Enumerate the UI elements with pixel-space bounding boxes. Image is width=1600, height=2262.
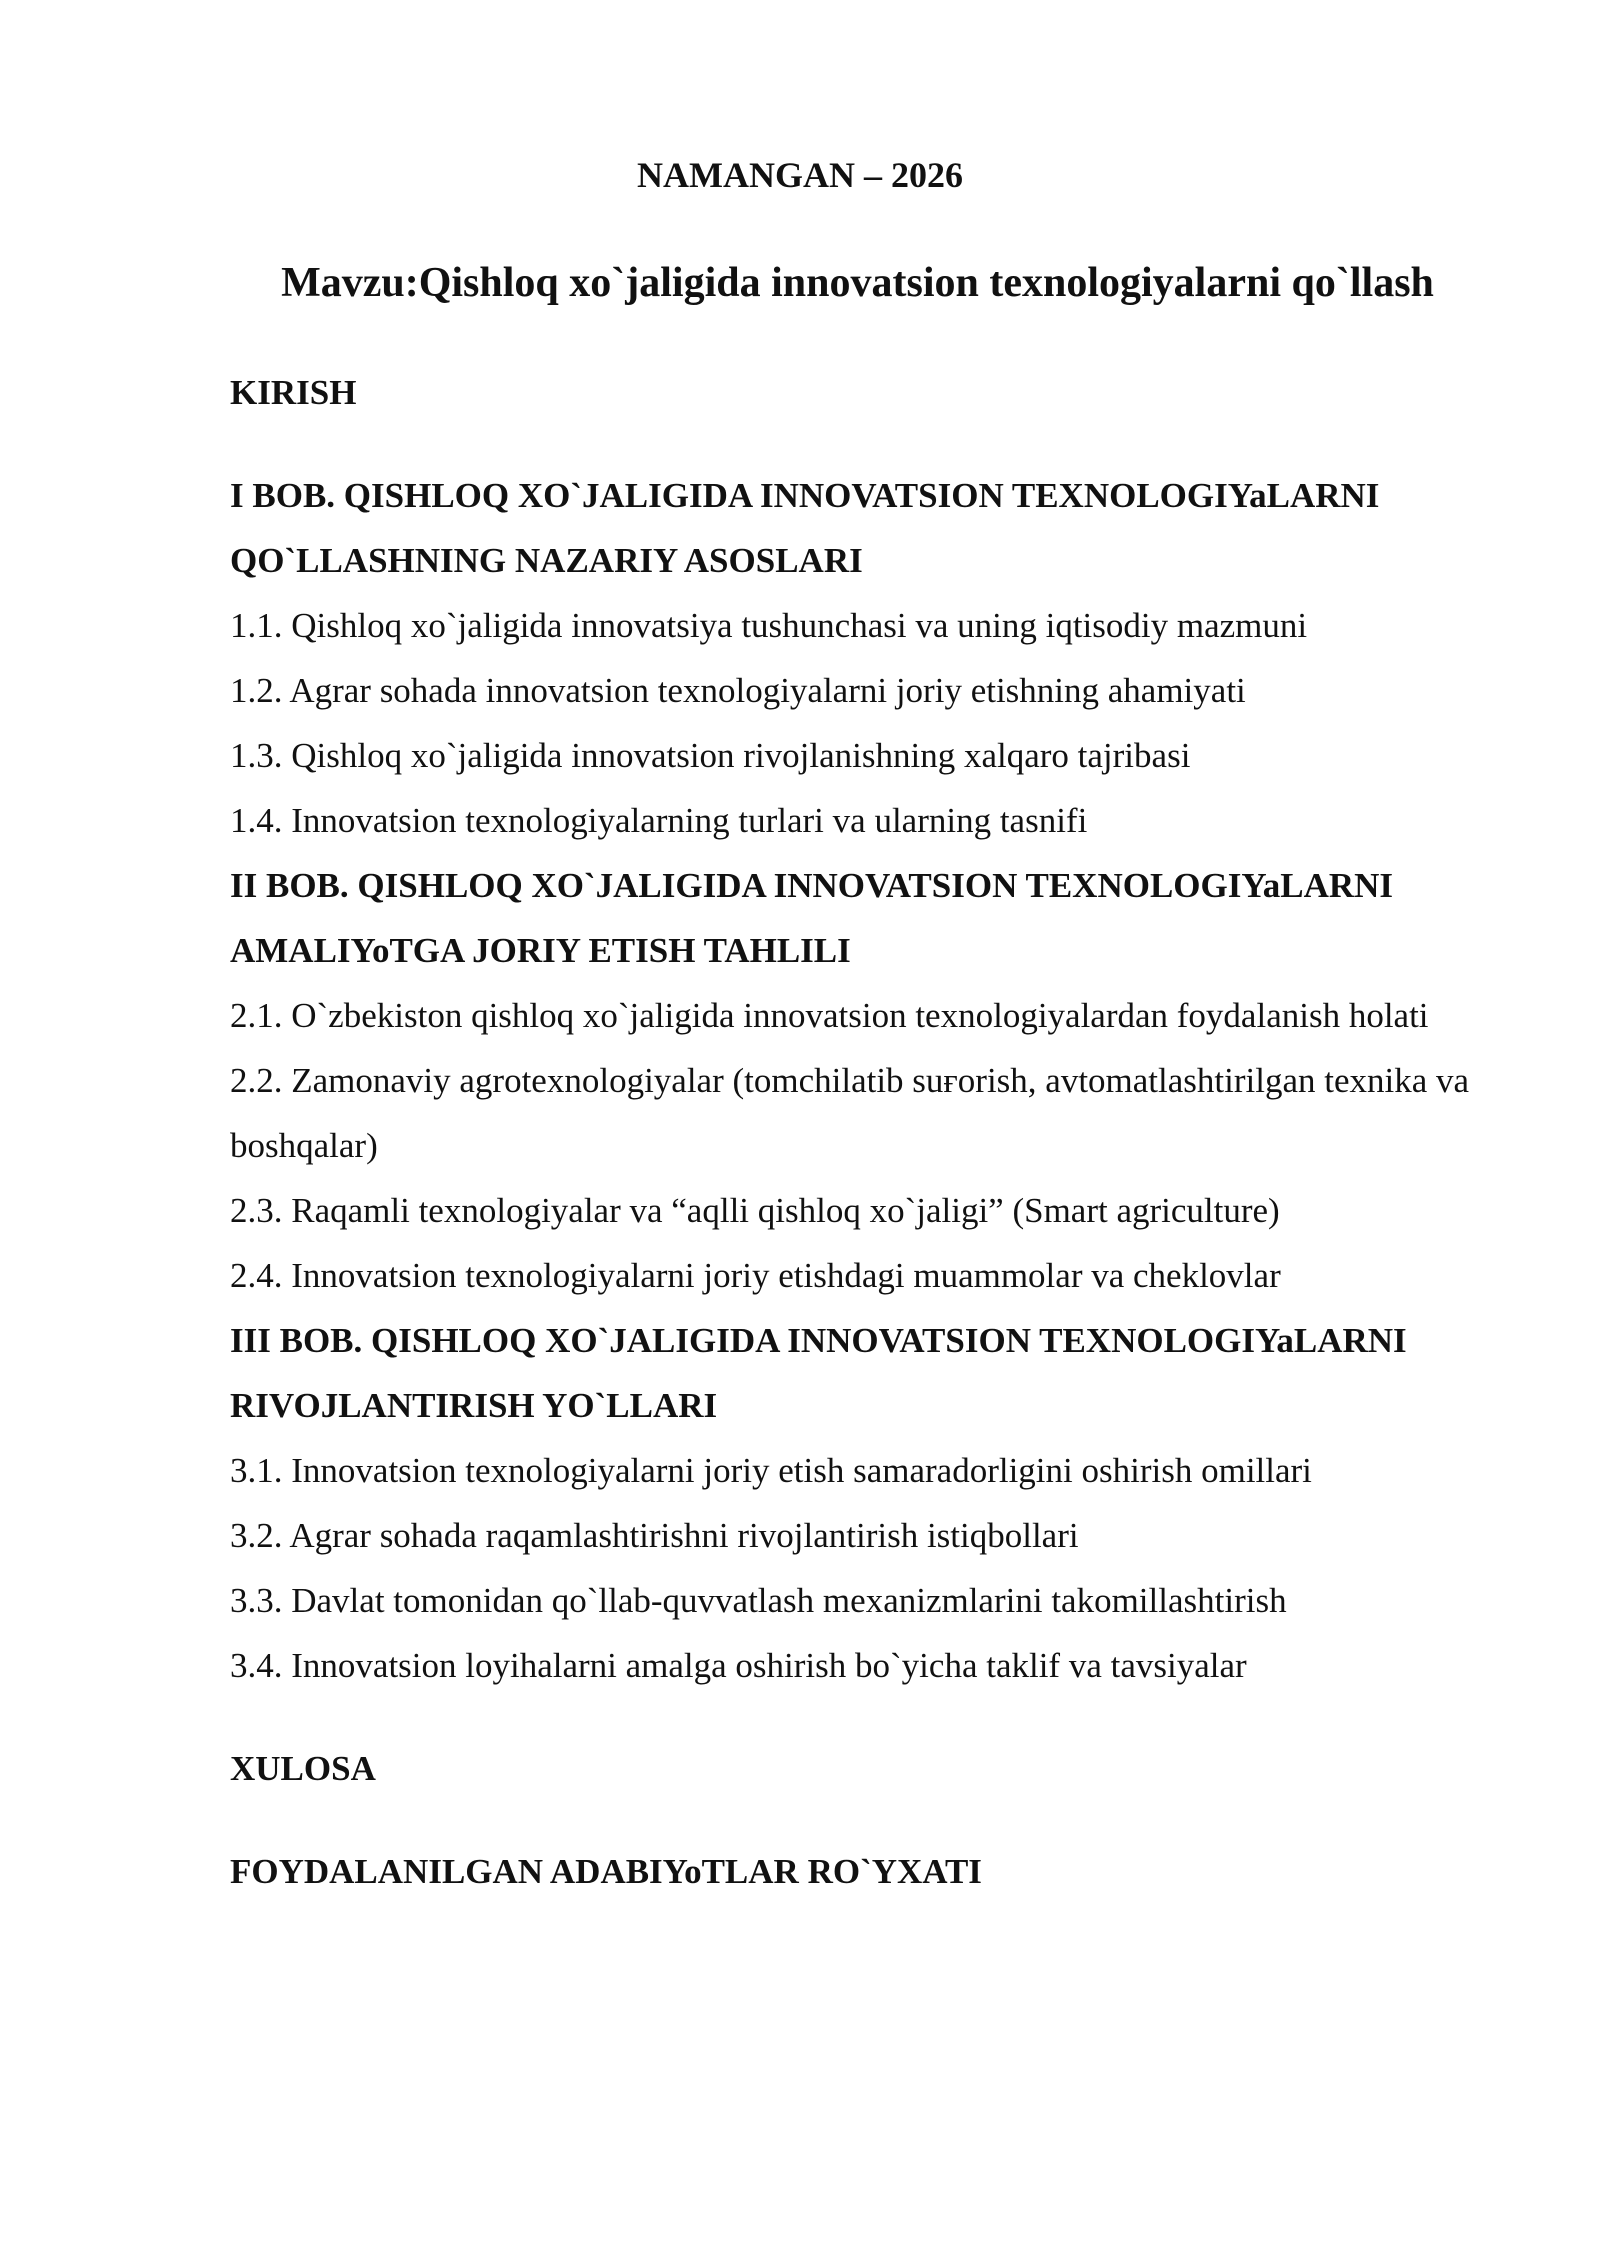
- toc-item: 3.1. Innovatsion texnologiyalarni joriy etish samaradorligini oshirish omillari: [230, 1451, 1312, 1490]
- toc-item: 3.3. Davlat tomonidan qo`llab-quvvatlash mexanizmlarini takomillashtirish: [230, 1581, 1287, 1620]
- toc-item: 3.2. Agrar sohada raqamlashtirishni rivojlantirish istiqbollari: [230, 1516, 1079, 1555]
- toc-item: 2.3. Raqamli texnologiyalar va “aqlli qishloq xo`jaligi” (Smart agriculture): [230, 1191, 1280, 1230]
- toc-item: 3.4. Innovatsion loyihalarni amalga oshirish bo`yicha taklif va tavsiyalar: [230, 1646, 1247, 1685]
- chapter-2: [230, 853, 1530, 1308]
- table-of-contents: [230, 360, 1530, 1904]
- toc-item: 1.4. Innovatsion texnologiyalarning turlari va ularning tasnifi: [230, 801, 1088, 840]
- references-heading: FOYDALANILGAN ADABIYoTLAR RO`YXATI: [230, 1852, 982, 1891]
- toc-item: 2.1. O`zbekiston qishloq xo`jaligida innovatsion texnologiyalardan foydalanish holati: [230, 996, 1429, 1035]
- toc-item: 1.2. Agrar sohada innovatsion texnologiyalarni joriy etishning ahamiyati: [230, 671, 1246, 710]
- topic-title: Mavzu:Qishloq xo`jaligida innovatsion texnologiyalarni qo`llash: [281, 260, 1434, 306]
- city-year-heading: NAMANGAN – 2026: [637, 155, 963, 195]
- chapter-title: III BOB. QISHLOQ XO`JALIGIDA INNOVATSION TEXNOLOGIYaLARNI RIVOJLANTIRISH YO`LLARI: [230, 1321, 1407, 1425]
- chapter-1: [230, 463, 1530, 853]
- toc-item: 1.3. Qishloq xo`jaligida innovatsion rivojlanishning xalqaro tajribasi: [230, 736, 1191, 775]
- intro-heading: KIRISH: [230, 373, 357, 412]
- toc-item: 2.2. Zamonaviy agrotexnologiyalar (tomchilatib suғorish, avtomatlashtirilgan texnika va boshqalar): [230, 1061, 1470, 1165]
- toc-item: 1.1. Qishloq xo`jaligida innovatsiya tushunchasi va uning iqtisodiy mazmuni: [230, 606, 1308, 645]
- conclusion-heading: XULOSA: [230, 1749, 376, 1788]
- chapter-title: II BOB. QISHLOQ XO`JALIGIDA INNOVATSION TEXNOLOGIYaLARNI AMALIYoTGA JORIY ETISH TAHLILI: [230, 866, 1394, 970]
- toc-item: 2.4. Innovatsion texnologiyalarni joriy etishdagi muammolar va cheklovlar: [230, 1256, 1281, 1295]
- chapter-title: I BOB. QISHLOQ XO`JALIGIDA INNOVATSION TEXNOLOGIYaLARNI QO`LLASHNING NAZARIY ASOSLARI: [230, 476, 1380, 580]
- chapter-3: [230, 1308, 1530, 1698]
